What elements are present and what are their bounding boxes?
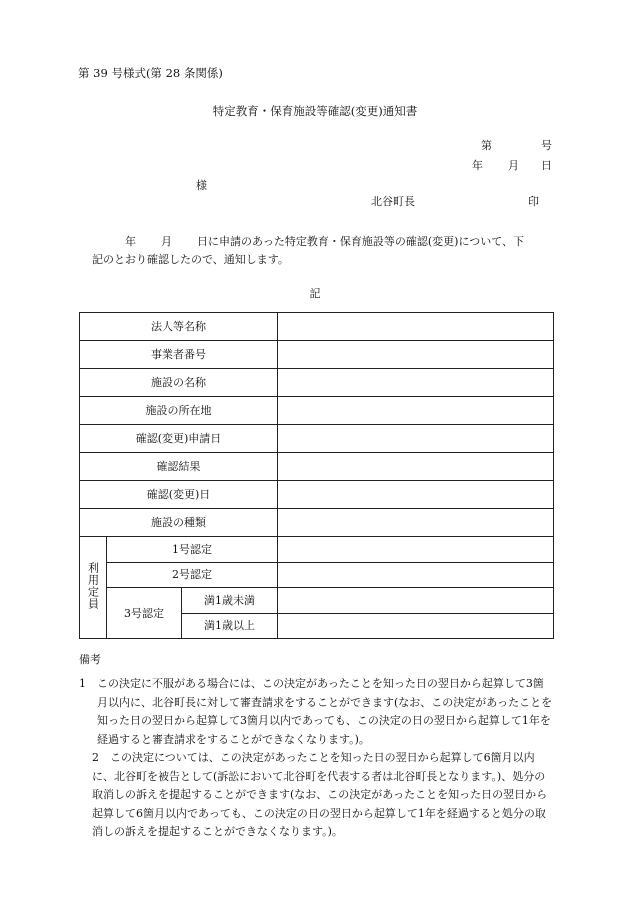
row-label: 施設の種類 — [80, 509, 278, 537]
remark-text: この決定については、この決定があったことを知った日の翌日から起算して6箇月以内に、北谷町を被告として(訴訟において北谷町を代表する者は北谷町長となります。)、処分の取消しの訴えを提起することができます(なお、この決定があったことを知った日の翌日から起算して6箇月以内であっても、この決定の日の翌日から起算して1年を経過すると処分の取消しの訴えを提起することができなくなります。)。 — [92, 751, 548, 838]
table-row — [80, 369, 554, 397]
row-value — [278, 537, 554, 563]
remark-number: 2 — [92, 751, 99, 764]
capacity-type-3-under1: 満1歳未満 — [182, 588, 278, 614]
row-label: 法人等名称 — [80, 313, 278, 341]
row-value — [278, 588, 554, 614]
table-row — [80, 537, 554, 563]
row-value — [278, 613, 554, 639]
remark-item-2 — [92, 749, 553, 842]
row-label: 事業者番号 — [80, 341, 278, 369]
remarks-heading: 備考 — [79, 653, 101, 666]
remark-text: この決定に不服がある場合には、この決定があったことを知った日の翌日から起算して3箇月以内に、北谷町長に対して審査請求をすることができます(なお、この決定があったことを知った日の翌日から起算して3箇月以内であっても、この決定の日の翌日から起算して1年を経過すると審査請求をすることができなくなります。)。 — [97, 677, 553, 746]
row-value — [278, 509, 554, 537]
row-value — [278, 369, 554, 397]
table-row — [80, 509, 554, 537]
body-year: 年 — [125, 235, 136, 248]
row-value — [278, 341, 554, 369]
capacity-type-1: 1号認定 — [107, 537, 278, 563]
table-row — [80, 341, 554, 369]
table-row — [80, 453, 554, 481]
row-value — [278, 562, 554, 588]
seal-mark: 印 — [528, 195, 539, 208]
issue-date-month: 月 — [508, 159, 519, 172]
capacity-type-3: 3号認定 — [107, 588, 182, 639]
row-label: 確認(変更)申請日 — [80, 425, 278, 453]
row-value — [278, 313, 554, 341]
ki-heading: 記 — [309, 287, 321, 300]
addressee-honorific: 様 — [196, 179, 207, 192]
row-label: 確認(変更)日 — [80, 481, 278, 509]
table-row — [80, 481, 554, 509]
capacity-group-label — [80, 537, 107, 639]
form-code: 第 39 号様式(第 28 条関係) — [78, 66, 223, 80]
row-value — [278, 425, 554, 453]
table-row — [80, 397, 554, 425]
table-row — [80, 588, 554, 614]
row-label: 施設の所在地 — [80, 397, 278, 425]
body-line-2: 記のとおり確認したので、通知します。 — [92, 253, 289, 266]
capacity-type-2: 2号認定 — [107, 562, 278, 588]
issue-date-year: 年 — [472, 159, 483, 172]
body-rest: 日に申請のあった特定教育・保育施設等の確認(変更)について、下 — [197, 235, 525, 248]
capacity-type-3-over1: 満1歳以上 — [182, 613, 278, 639]
capacity-group-text: 利用定員 — [86, 562, 100, 610]
row-value — [278, 453, 554, 481]
table-row — [80, 313, 554, 341]
body-month: 月 — [161, 235, 172, 248]
issuer-name: 北谷町長 — [371, 195, 415, 208]
remark-number: 1 — [79, 677, 86, 690]
document-number-prefix: 第 — [481, 139, 492, 152]
table-row — [80, 562, 554, 588]
confirmation-table — [79, 312, 554, 639]
issue-date-day: 日 — [541, 159, 552, 172]
remark-text-wrapper — [92, 749, 553, 842]
row-label: 施設の名称 — [80, 369, 278, 397]
row-value — [278, 481, 554, 509]
table-row — [80, 425, 554, 453]
document-number-suffix: 号 — [541, 139, 552, 152]
row-value — [278, 397, 554, 425]
document-title: 特定教育・保育施設等確認(変更)通知書 — [212, 104, 418, 118]
row-label: 確認結果 — [80, 453, 278, 481]
